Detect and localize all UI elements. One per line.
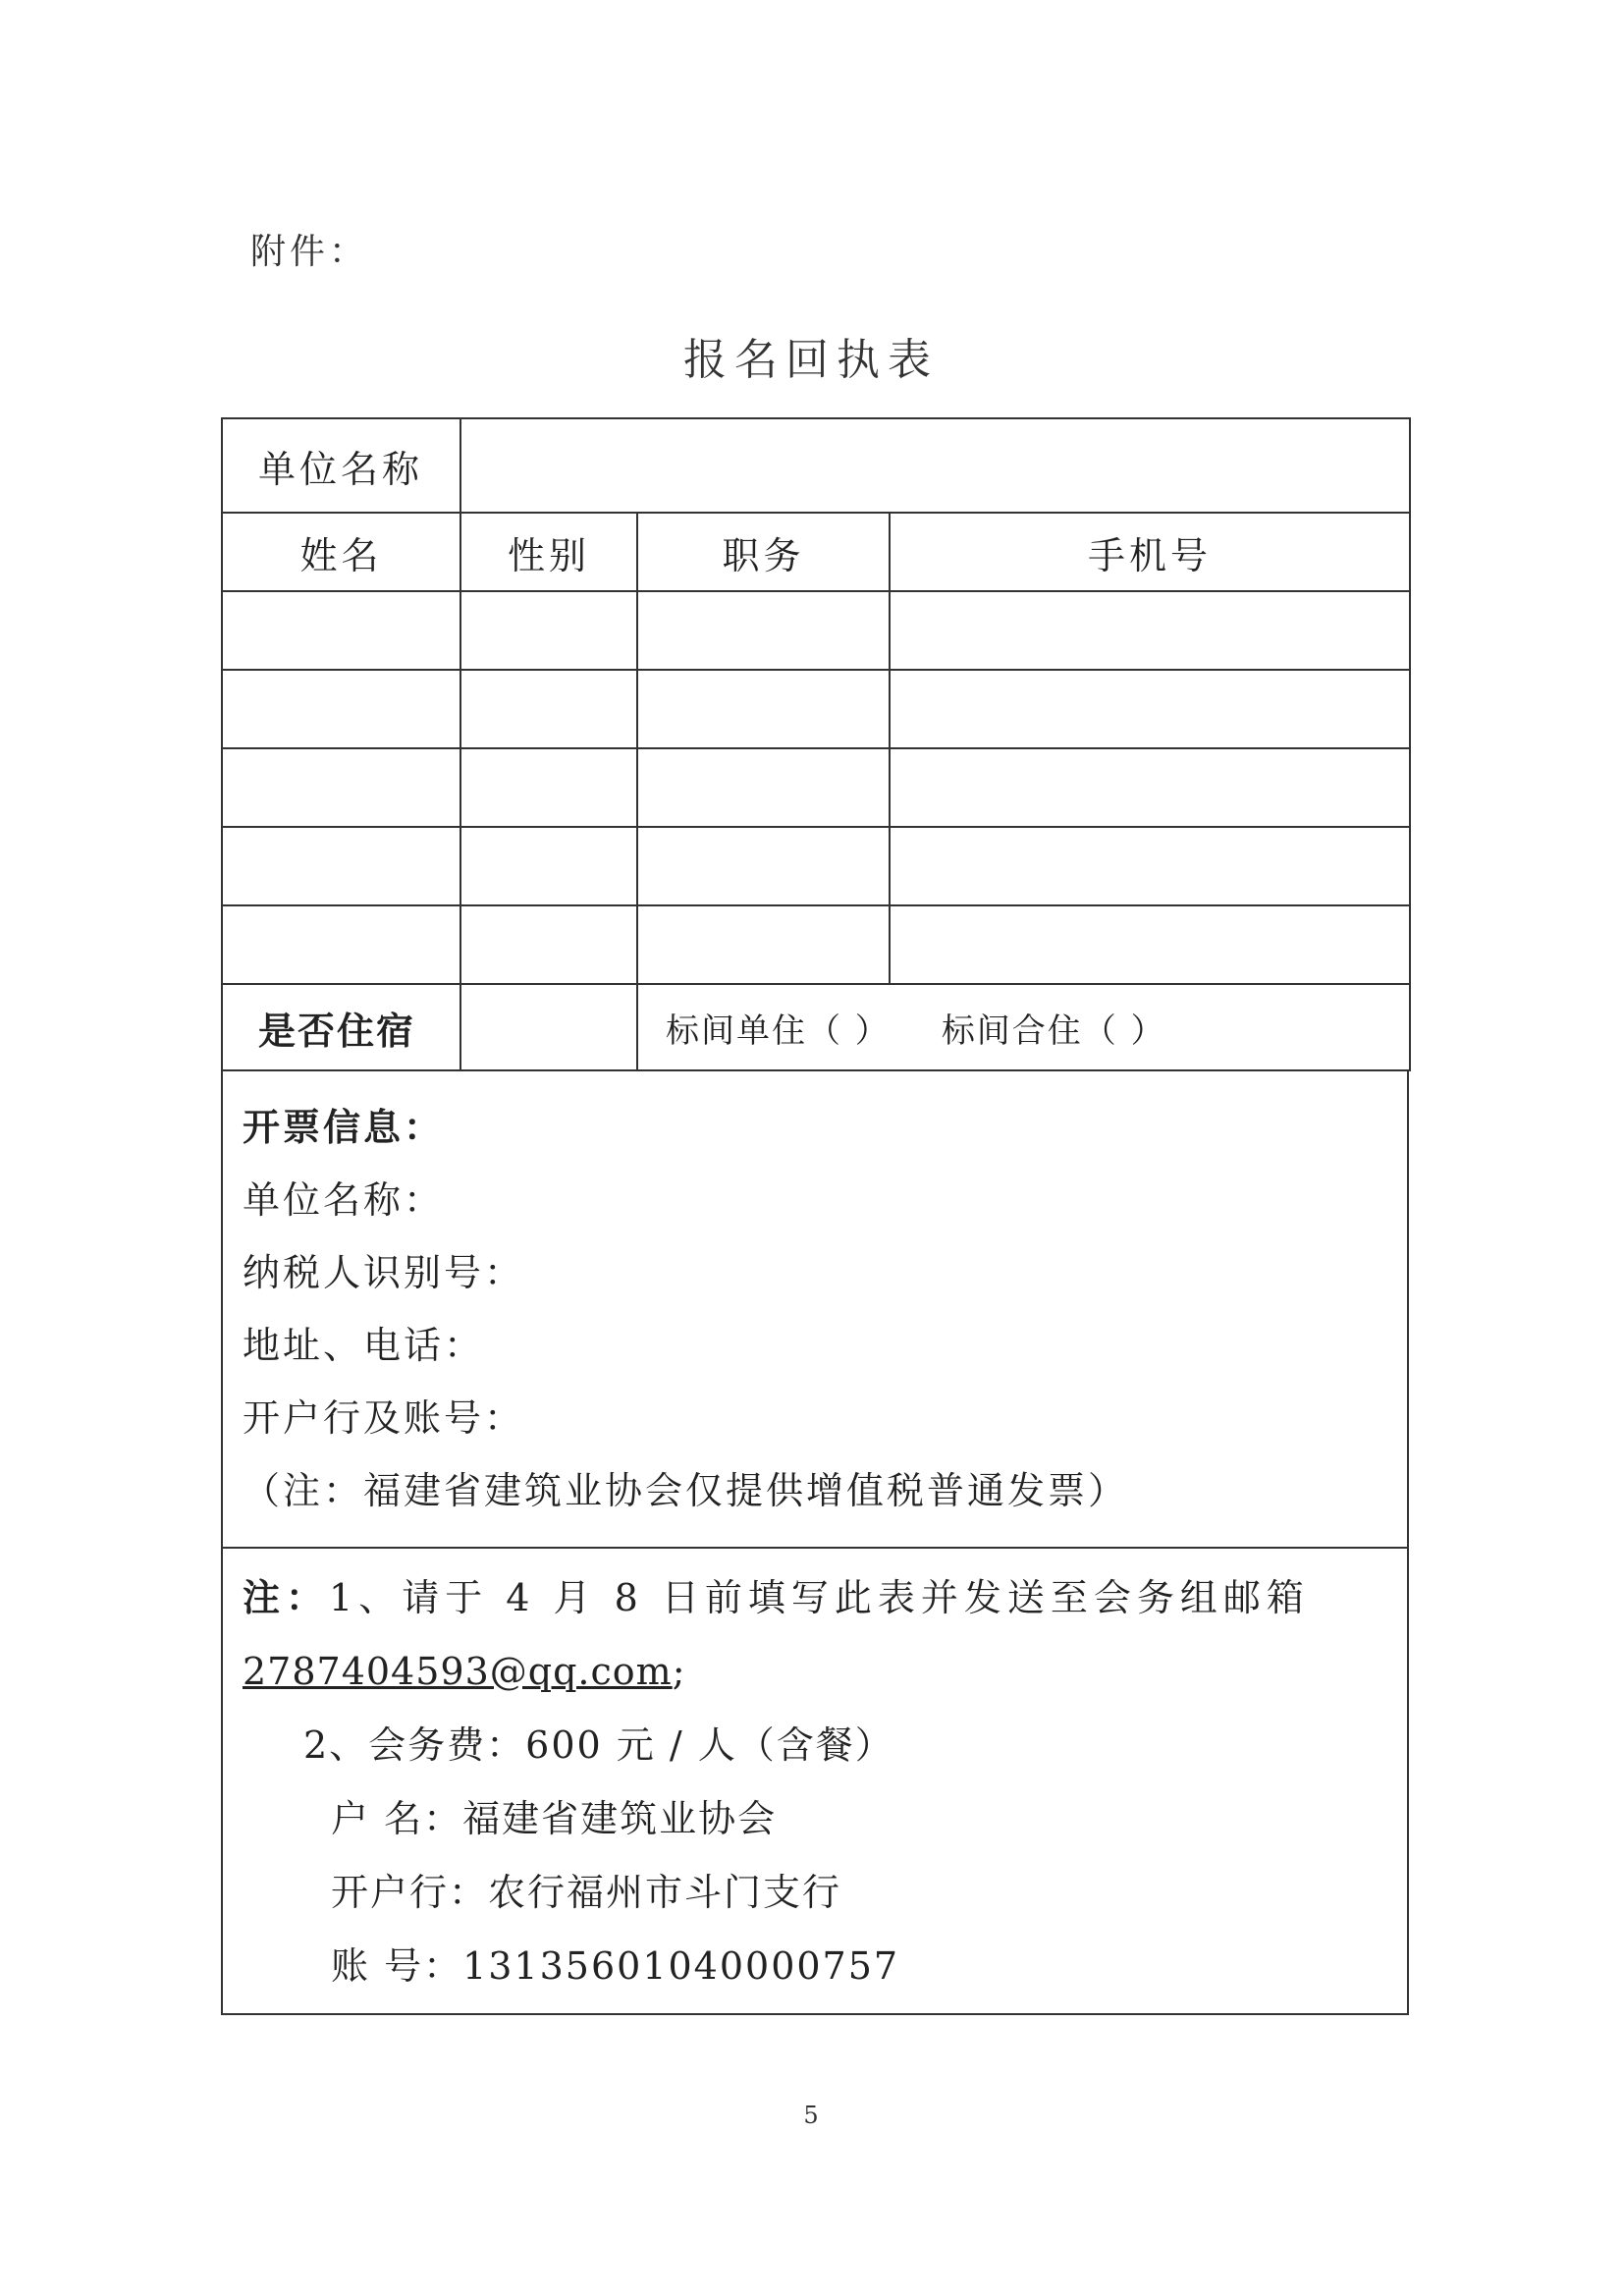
page-number: 5 (803, 2102, 819, 2129)
position-cell[interactable] (637, 670, 890, 748)
gender-cell[interactable] (460, 905, 637, 984)
note-deadline-text: 1、请于 4 月 8 日前填写此表并发送至会务组邮箱 (329, 1576, 1310, 1619)
phone-cell[interactable] (890, 827, 1410, 905)
gender-cell[interactable] (460, 670, 637, 748)
table-row (222, 905, 1410, 984)
invoice-note: （注：福建省建筑业协会仅提供增值税普通发票） (243, 1469, 1129, 1512)
note-account-name: 户 名：福建省建筑业协会 (331, 1797, 778, 1840)
phone-cell[interactable] (890, 748, 1410, 827)
lodging-row (222, 984, 1410, 1070)
name-cell[interactable] (222, 670, 460, 748)
invoice-unit-name-label: 单位名称： (243, 1178, 445, 1222)
room-option-shared[interactable]: 标间合住（ ） (941, 1011, 1166, 1051)
table-row (222, 827, 1410, 905)
gender-cell[interactable] (460, 591, 637, 670)
name-cell[interactable] (222, 591, 460, 670)
invoice-info-section (221, 1071, 1409, 1549)
invoice-taxpayer-id-label: 纳税人识别号： (243, 1251, 525, 1294)
contact-email-link[interactable]: 2787404593@qq.com (243, 1650, 673, 1693)
table-row (222, 748, 1410, 827)
table-header-row (222, 513, 1410, 591)
column-header-phone: 手机号 (890, 513, 1410, 591)
phone-cell[interactable] (890, 670, 1410, 748)
position-cell[interactable] (637, 591, 890, 670)
note-email-line (223, 1635, 1407, 1709)
gender-cell[interactable] (460, 827, 637, 905)
invoice-bank-account-label: 开户行及账号： (243, 1396, 525, 1440)
email-suffix: ; (672, 1650, 687, 1693)
position-cell[interactable] (637, 827, 890, 905)
registration-table (221, 417, 1411, 1071)
column-header-name: 姓名 (222, 513, 460, 591)
note-bank: 开户行：农行福州市斗门支行 (331, 1871, 842, 1914)
lodging-field[interactable] (460, 984, 637, 1070)
position-cell[interactable] (637, 748, 890, 827)
unit-name-field[interactable] (460, 418, 1410, 513)
note-account-number: 账 号：13135601040000757 (331, 1944, 900, 1988)
unit-name-label: 单位名称 (222, 418, 460, 513)
attachment-label: 附件： (250, 232, 369, 272)
invoice-heading: 开票信息： (243, 1105, 445, 1149)
column-header-position: 职务 (637, 513, 890, 591)
notes-section (221, 1549, 1409, 2015)
note-line-1 (223, 1560, 1407, 1635)
name-cell[interactable] (222, 905, 460, 984)
registration-form (221, 417, 1409, 2015)
table-row (222, 591, 1410, 670)
phone-cell[interactable] (890, 591, 1410, 670)
unit-name-row (222, 418, 1410, 513)
name-cell[interactable] (222, 748, 460, 827)
form-title: 报名回执表 (683, 335, 939, 385)
note-fee-line: 2、会务费：600 元 / 人（含餐） (303, 1723, 894, 1767)
room-option-single[interactable]: 标间单住（ ） (666, 1011, 891, 1051)
room-options (637, 984, 1410, 1070)
gender-cell[interactable] (460, 748, 637, 827)
phone-cell[interactable] (890, 905, 1410, 984)
position-cell[interactable] (637, 905, 890, 984)
table-row (222, 670, 1410, 748)
note-prefix: 注： (243, 1575, 330, 1619)
column-header-gender: 性别 (460, 513, 637, 591)
invoice-address-phone-label: 地址、电话： (243, 1324, 485, 1367)
lodging-label: 是否住宿 (222, 984, 460, 1070)
name-cell[interactable] (222, 827, 460, 905)
